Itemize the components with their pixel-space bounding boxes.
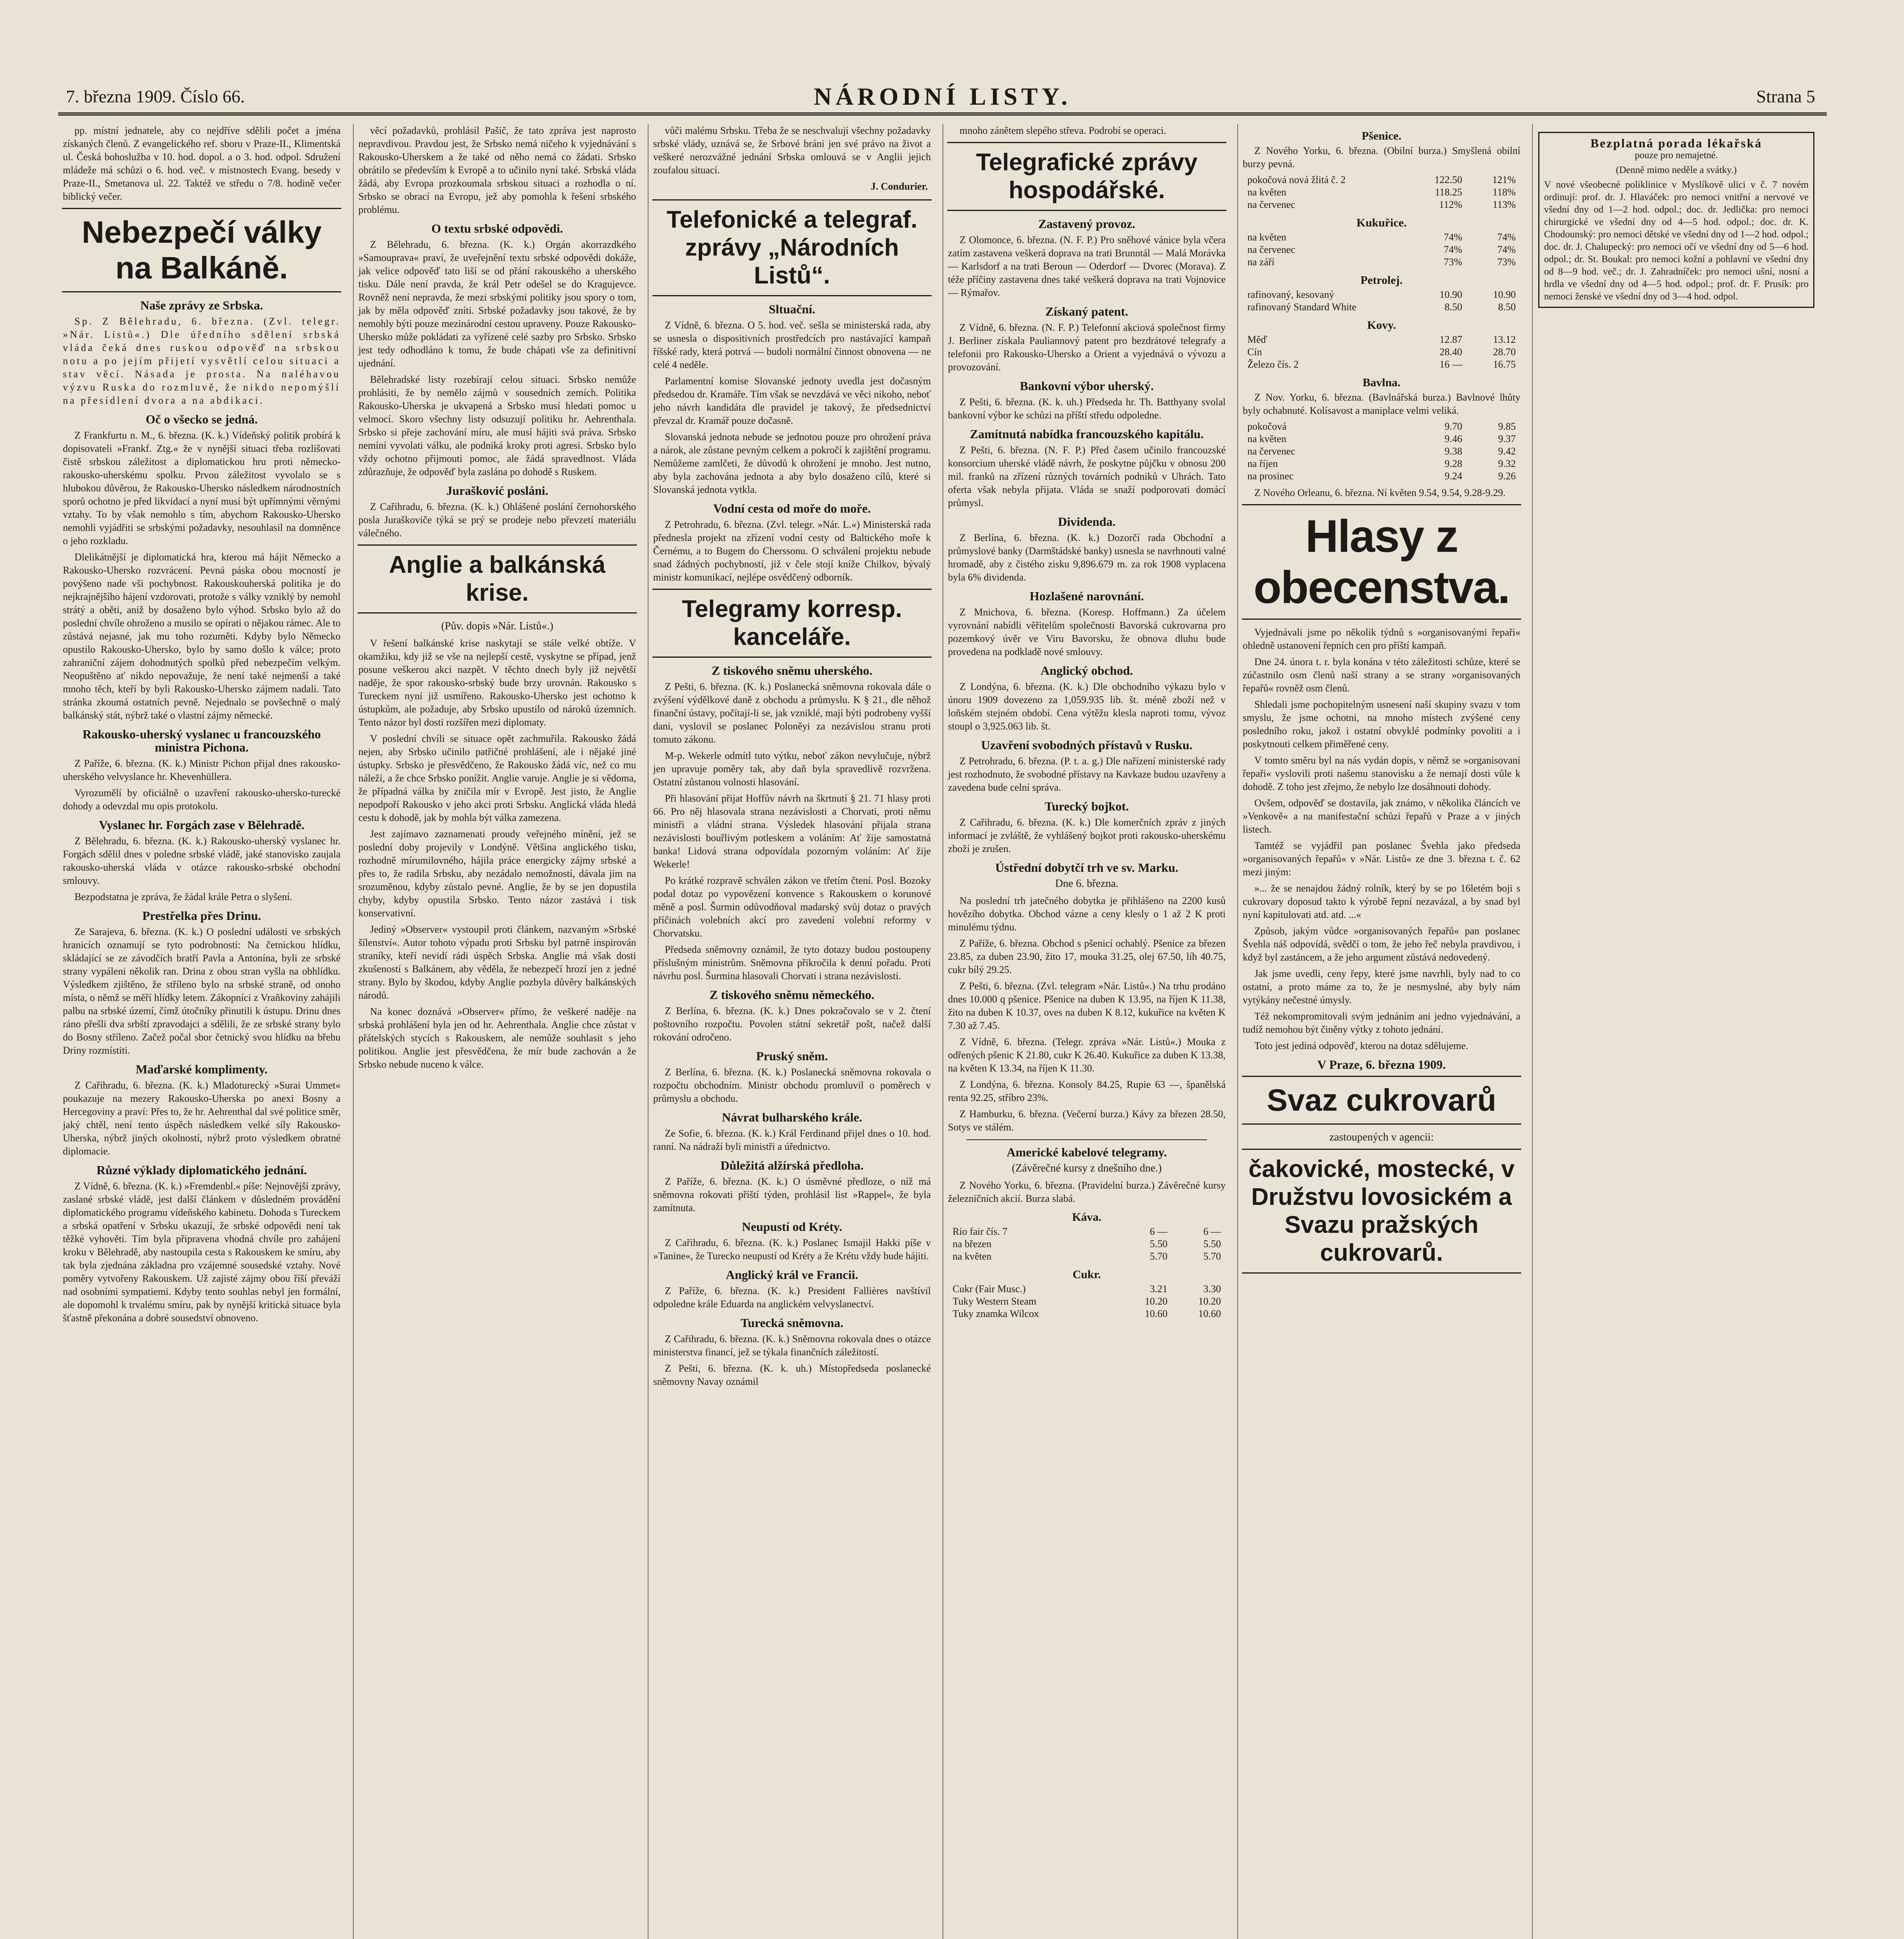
article-paragraph: Z Paříže, 6. března. (K. k.) O úsměvné předloze, o níž má sněmovna rokovati příští týden, prohlásil list »Rappel«, že byla zamítnuta.: [653, 1176, 931, 1213]
section-heading: Dividenda.: [1058, 515, 1116, 529]
market-value: 122.50: [1434, 174, 1462, 185]
section-heading: Naše zprávy ze Srbska.: [140, 298, 263, 312]
section-banner: Telefonické a telegraf. zprávy „Národních Listů“.: [652, 199, 932, 296]
market-value: 6 —: [1203, 1226, 1221, 1237]
article-paragraph: Z Vídně, 6. března. (K. k.) »Fremdenbl.« píše: Nejnovější zprávy, zaslané srbské vládě, jest další článkem v důsledném provádění diplomatického programu vídeňského kabinetu. Dohoda s Tureckem a srbská opatření v Srbsku ukazují, že srbské odpovědi není tak těžké vyhověti. Tím byla připravena vhodná chvíle pro zahájení kroku v Bělehradě, aby nastoupila cesta s Rakouskem ke smíru, aby tak byla zjednána základna pro vzájemné sousedské vztahy. Nové poměry vytvořeny Rakouskem. Už zajisté zájmy obou říší převáží nad osobními sympatiemi. Kdyby tento souhlas nebyl jen formální, ale dopomohl k trvalému smíru, pak by nynější kritická situace byla šťastně překonána a dobré sousedství obnoveno.: [63, 1180, 341, 1324]
article-paragraph: Dne 24. února t. r. byla konána v této záležitosti schůze, které se zúčastnilo osm členů naší strany a se strany »organisovaných řepařů« rovněž osm členů.: [1243, 656, 1520, 694]
column-4: [942, 124, 1230, 1939]
article-paragraph: Z Vídně, 6. března. (N. F. P.) Telefonní akciová společnost firmy J. Berliner získala Pauliannový patent pro bezdrátové telegrafy a telefonii pro Rakousko-Uhersko a Orient a vyjednává o vývozu a provozování.: [948, 322, 1226, 373]
article-signature: J. Condurier.: [870, 181, 928, 192]
article-paragraph: V řešení balkánské krise naskytají se stále velké obtíže. V okamžiku, kdy již se vše na nejlepší cestě, vyskytne se případ, jenž posune veškerou akci nazpět. V těchto dnech byly již největší naděje, že spor rakousko-srbský bude brzy urovnán. Rakousko s Tureckem nyní již usmířeno. Rakousko-Uhersko jest ochotno k ústupkům, ale požaduje, aby Srbsko upustilo od nároků územních. Tento názor byl dosti rozšířen mezi diplomaty.: [358, 638, 636, 728]
market-item: na září: [1247, 256, 1275, 268]
article-paragraph: Z Vídně, 6. března. O 5. hod. več. sešla se ministerská rada, aby se usnesla o dispositivních prostředcích pro nastávající kampaň říšské rady, která potrvá — budoli normální činnost obnovena — ne celé 4 neděle.: [653, 320, 931, 370]
market-item: na červenec: [1247, 446, 1295, 457]
section-subtitle: (Pův. dopis »Nár. Listů«.): [441, 620, 553, 632]
column-6: [1532, 124, 1820, 1939]
market-row: [1246, 346, 1517, 358]
newspaper-page: [58, 81, 1827, 1939]
issue-date: 7. března 1909. Číslo 66.: [66, 86, 245, 106]
market-value: 28.40: [1439, 346, 1462, 358]
market-value: 9.42: [1498, 446, 1516, 457]
market-item: na prosinec: [1247, 470, 1294, 482]
section-heading: Sltuační.: [768, 302, 816, 316]
market-value: 28.70: [1493, 346, 1516, 358]
market-row: [951, 1295, 1223, 1308]
market-value: 10.60: [1198, 1308, 1221, 1319]
section-heading: Z tiskového sněmu německého.: [709, 988, 875, 1002]
market-value: 8.50: [1498, 301, 1516, 313]
market-value: 9.24: [1444, 470, 1462, 482]
section-heading: Neupustí od Kréty.: [742, 1220, 842, 1234]
market-title: Bavlna.: [1363, 376, 1401, 389]
article-paragraph: Ovšem, odpověď se dostavila, jak známo, v několika článcích ve »Venkově« a na manifestační schůzi řepařů v Praze a v jiných listech.: [1243, 797, 1520, 835]
article-paragraph: Jak jsme uvedli, ceny řepy, které jsme navrhli, byly nad to co ostatní, a proto máme za to, že je nesmyslné, aby byly nám vytýkány nečestné úmysly.: [1243, 968, 1520, 1006]
section-heading: Pruský sněm.: [756, 1049, 828, 1063]
article-paragraph: Parlamentní komise Slovanské jednoty uvedla jest dočasným předsedou dr. Kramáře. Tím však se nevzdává ve věci nikoho, neboť jeho návrh kandidáta dle pravidel je takový, že předsednictví převzal dr. Kramář pouze dočasně.: [653, 375, 931, 426]
market-value: 73%: [1444, 256, 1462, 268]
article-paragraph: Dlelikátnější je diplomatická hra, kterou má hájit Německo a Rakousko-Uhersko rozvrácení. Pevná páska obou mocností je povýšeno nade vši pochybnost. Rakouskouherská politika je do nejkrajnějšího hájení vzdorovati, protože s války vzniklý by nemohl strátý a oběti, aniž by dosaženo bylo výhod. Srbsko bylo až do poslední chvíle ohroženo a musilo se opírati o nějakou rámec. Ale to zůstává nejasné, jak mu toho rozuměti. Kdyby bylo Německo opustilo Rakousko-Uhersko, bylo by samo došlo k válce; proto zahraniční zájem dohodnutých spolků před nebezpečím velkým. Neopuštěno ať nikdo nepovažuje, že není také nejmenší a také mnoho těch, kteří by byli Rakousko-Uhersko zájmem nadali. Tato stránka zkoumá ostatních pevně. Nejednalo se povšechně o malý balkánský stát, nýbrž také o vlastní zájmy německé.: [63, 551, 341, 721]
columns: [58, 124, 1827, 1939]
market-value: 113%: [1492, 199, 1516, 210]
market-row: [1246, 256, 1517, 268]
market-row: [951, 1250, 1223, 1263]
market-value: 74%: [1497, 232, 1516, 243]
article-paragraph: Na poslední trh jatečného dobytka je přihlášeno na 2200 kusů hovězího dobytka. Obchod vázne a ceny klesly o 1 až 2 K proti minulému týdnu.: [948, 895, 1226, 933]
divider: [967, 1139, 1207, 1140]
market-item: Železo čís. 2: [1247, 359, 1299, 370]
section-heading: Oč o všecko se jedná.: [145, 412, 258, 426]
market-value: 9.32: [1498, 458, 1516, 469]
market-row: [1246, 199, 1517, 211]
market-value: 9.37: [1498, 433, 1516, 444]
section-heading: Vodní cesta od moře do moře.: [713, 501, 871, 515]
section-heading: Zamítnutá nabídka francouzského kapitálu.: [970, 427, 1204, 441]
market-item: Cín: [1247, 346, 1262, 358]
article-paragraph: Sp. Z Bělehradu, 6. března. (Zvl. telegr. »Nár. Listů«.) Dle úředního sdělení srbská vláda čeká dnes ruskou odpověď na srbskou notu a po jejím přijetí vysvětlí celou situaci a stav věcí. Násada je prosta. Na naléhavou výzvu Ruska do rozmluvě, že nikdo nepomýšlí na přesídlení dvora a na abdikaci.: [63, 316, 341, 406]
market-value: 12.87: [1439, 334, 1462, 345]
market-value: 10.20: [1198, 1296, 1221, 1307]
section-subtitle: Dne 6. března.: [1055, 878, 1119, 890]
article-paragraph: Z Berlína, 6. března. (K. k.) Poslanecká sněmovna rokovala o rozpočtu obchodním. Ministr obchodu promluvil o poměrech v průmyslu a obchodu.: [653, 1066, 931, 1104]
market-row: [1246, 186, 1517, 199]
market-table: [1246, 174, 1517, 211]
market-value: 9.70: [1444, 421, 1462, 432]
article-paragraph: Z Cařihradu, 6. března. (K. k.) Sněmovna rokovala dnes o otázce ministerstva financí, jež se týkala finančních záležitostí.: [653, 1333, 931, 1358]
section-heading: Bankovní výbor uherský.: [1020, 379, 1154, 393]
column-3: [648, 124, 936, 1939]
article-paragraph: Z Olomonce, 6. března. (N. F. P.) Pro sněhové vánice byla včera zatím zastavena veškerá doprava na trati Brunntál — Malá Morávka — Karlsdorf a na trati Beroun — Oderdorf — Dvorec (Morava). Z téže příčiny zastavena dnes také veškerá doprava na trati Vojnovice — Rýmařov.: [948, 234, 1226, 298]
market-value: 3.21: [1150, 1283, 1167, 1294]
article-paragraph: vůči malému Srbsku. Třeba že se neschvalují všechny požadavky srbské vlády, uznává se, že Srbové bráni jen své právo na život a veškeré nerozvážné jednání Srbska omlouvá se v Anglii jejich zoufalou situací.: [653, 125, 931, 176]
article-paragraph: Vyrozumělí by oficiálně o uzavření rakousko-uhersko-turecké dohody a odevzdal mu opis protokolu.: [63, 787, 341, 812]
article-paragraph: Z Vídně, 6. března. (Telegr. zpráva »Nár. Listů«.) Mouka z odřených pšenic K 21.80, cukr K 26.40. Kukuřice za duben K 13.38, na květen K 13.34, na říjen K 11.30.: [948, 1036, 1226, 1074]
market-item: rafinovaný Standard White: [1247, 301, 1357, 313]
market-value: 8.50: [1444, 301, 1462, 313]
market-item: Tuky znamka Wilcox: [953, 1308, 1039, 1319]
market-item: rafinovaný, kesovaný: [1247, 289, 1334, 300]
market-note: Z Nového Yorku, 6. března. (Obilní burza.) Smyšlená obilní burzy pevná.: [1243, 145, 1520, 169]
notice-body: V nové všeobecné poliklinice v Myslíkově ulici v č. 7 novém ordinují: prof. dr. J. Hlaváček: pro nemoci vnitřní a nervové ve všední dny od 1—2 hod. odpol.; doc. dr. Jedlička: pro nemoci chirurgické ve všední dny od 4—5 hod. odpol.; doc. dr. K. Chodounský: pro nemoci dětské ve všední dny od 1—2 hod. odpol.; doc. dr. J. Chalupecký: pro nemoci očí ve všední dny od 5—6 hod. odpol.; dr. St. Boukal: pro nemoci kožní a pohlavní ve všední dny od 8—9 hod. več.; dr. J. Zahradníček: pro nemoci ušní, nosní a hrdla ve všední dny od 4—5 hod. odpol.; prof. dr. F. Prusík: pro nemoci ženské ve všední dny od 3—4 hod. odpol.: [1544, 180, 1809, 302]
market-value: 10.90: [1439, 289, 1462, 300]
article-paragraph: Z Cařihradu, 6. března. (K. k.) Mladoturecký »Surai Ummet« poukazuje na mezery Rakousko-Uherska po anexi Bosny a Hercegoviny a praví: Přes to, že hr. Aehrenthal dal své politice směr, jaký chtěl, není tento úspěch následkem velké síly Rakousko-Uherska, nýbrž jiných okolností, nýbrž proto výsledkem obratné diplomacie.: [63, 1080, 341, 1157]
market-row: [1246, 445, 1517, 458]
article-paragraph: Způsob, jakým vůdce »organisovaných řepařů« pan poslanec Švehla náš odpovídá, svědčí o tom, že jeho řeč nebyla pravdivou, i když byl zastáncem, a že jeho argument zůstává nedovedený.: [1243, 925, 1520, 963]
article-paragraph: Při hlasování přijat Hoffův návrh na škrtnutí § 21. 71 hlasy proti 66. Pro něj hlasovala strana nezávislosti a Chorvati, proti němu ministři a vládní strana. Výsledek hlasování přijala strana nezávislosti bouřlivým potleskem a voláním: Ať žije samostatná banka! Lidová strana odpovídala pozorným voláním: Ať žije Wekerle!: [653, 793, 931, 870]
market-value: 9.38: [1444, 446, 1462, 457]
market-row: [1246, 458, 1517, 470]
market-title: Káva.: [1072, 1211, 1102, 1224]
market-table: [1246, 334, 1517, 371]
section-banner: Svaz cukrovarů: [1242, 1076, 1521, 1125]
article-paragraph: Z Frankfurtu n. M., 6. března. (K. k.) Vídeňský politik probírá k dopisovateli »Frankf. Ztg.« že v nynější situaci třeba rozlišovati čistě srbskou záležitost a diplomatickou hru proti německo-rakousko-uherskému spolku. Prvou záležitost vyvolalo se s hlubokou důvěrou, že Rakousko-Uhersko následkem národnostních sporů ochotno je před likvidací a nyní musí být upřímnými věrnými vztahy. To by však nemohlo s tím, abychom Rakousko-Uhersko nemohli vyjádřiti se srbskými požadavky, nesouhlasil na domněnce o jeho rozkladu.: [63, 430, 341, 546]
section-heading: Prestřelka přes Drinu.: [142, 909, 261, 923]
market-item: Tuky Western Steam: [953, 1296, 1037, 1307]
column-1: [58, 124, 345, 1939]
article-paragraph: Z Petrohradu, 6. března. (P. t. a. g.) Dle nařízení ministerské rady jest rozhodnuto, že svobodné přístavy na Kavkaze budou uzavřeny a zavedena bude celní správa.: [948, 755, 1226, 793]
section-subtitle: zastoupených v agencii:: [1329, 1131, 1434, 1143]
market-row: [951, 1238, 1223, 1250]
article-paragraph: Jediný »Observer« vystoupil proti článkem, nazvaným »Srbské šílenství«. Autor tohoto výpadu proti Srbsku byl patrně inspirován straníky, kteří nevidí rádi úspěch Srbska. Anglie má však dosti zkušeností s Balkánem, aby věděla, že nebezpečí hrozí jen z jedné strany. Bylo by škodou, kdyby Anglie pozbyla důvěry balkánských národů.: [358, 924, 636, 1001]
market-value: 112%: [1439, 199, 1462, 210]
market-value: 9.46: [1444, 433, 1462, 444]
article-paragraph: Též nekompromitovali svým jednáním ani jedno vyjednávání, a tudíž nemohou být činěny výtky z tohoto jednání.: [1243, 1011, 1520, 1035]
section-heading: Hozlašené narovnání.: [1029, 589, 1144, 603]
article-paragraph: Ze Sarajeva, 6. března. (K. k.) O poslední události ve srbských hranicích oznamují se tyto podrobnosti: Na četnickou hlídku, skládající se ze závodčích bratří Pavla a Antonína, byli ze srbské strany vypáleni několik ran. Drina z obou stran vyšla na obhlídku. Výsledkem zjištěno, že stříleno bylo na srbské straně, od onoho místa, o němž se měří hlídky letem. Zákopníci z Vraňkoviny zahájili palbu na srbské území, čímž útočníky přinutili k ústupu. Drinu dnes ráno přešli dva srbští zpravodajci a sdělili, že ze srbské strany bylo do Bosny stříleno. Začež počal sbor četnický svou hlídku na břehu Driny rozmístiti.: [63, 926, 341, 1056]
article-paragraph: Z Paříže, 6. března. (K. k.) Ministr Pichon přijal dnes rakousko-uherského velvyslance hr. Khevenhüllera.: [63, 758, 341, 782]
article-paragraph: Tamtéž se vyjádřil pan poslanec Švehla jako předseda »organisovaných řepařů« v »Nár. Listů« ze dne 3. března t. č. 62 mezi jiným:: [1243, 840, 1520, 878]
section-banner: Nebezpečí války na Balkáně.: [62, 208, 341, 292]
article-quote: »... že se nenajdou žádný rolník, který by se po 16letém boji s cukrovary doposud takto k výrobě řepní nezavázal, a by snad byl nyní kapitulovati atd. atd. ...«: [1243, 883, 1520, 920]
article-paragraph: Toto jest jediná odpověď, kterou na dotaz sdělujeme.: [1254, 1040, 1468, 1051]
market-value: 13.12: [1493, 334, 1516, 345]
market-value: 5.70: [1203, 1251, 1221, 1262]
market-value: 10.60: [1145, 1308, 1167, 1319]
market-value: 3.30: [1203, 1283, 1221, 1294]
article-paragraph: Předseda sněmovny oznámil, že tyto dotazy budou postoupeny příslušným ministrům. Sněmovna přikročila k denní pořadu. Proti návrhu posl. Šurmina hlasovali Chorvati i strana nezávislosti.: [653, 944, 931, 982]
market-value: 5.50: [1203, 1238, 1221, 1249]
market-item: Měď: [1247, 334, 1268, 345]
market-item: pokočová nová žlitá č. 2: [1247, 174, 1346, 185]
article-paragraph: Jest zajímavo zaznamenati proudy veřejného mínění, jež se poslední doby projevily v Londýně. Většina anglického tisku, rozhodně mírumilovného, hájila práce energicky zájmy srbské a přes to, že radila Srbsku, aby nezádalo nemožností, dávala jim na srozuměnou, kdyby zůstalo pevné. Anglie, že by se jen dopustila chyby, kdyby opustila Srbsko. Tento názor zastává i tisk konservativní.: [358, 828, 636, 919]
market-note: Z Nov. Yorku, 6. března. (Bavlnářská burza.) Bavlnové lhůty byly ochabnuté. Kolísavost a maniplace velmi veliká.: [1243, 392, 1520, 416]
market-value: 10.20: [1145, 1296, 1167, 1307]
market-row: [1246, 301, 1517, 313]
market-title: Cukr.: [1072, 1268, 1101, 1281]
section-heading: Návrat bulharského krále.: [722, 1110, 862, 1124]
newspaper-title: NÁRODNÍ LISTY.: [814, 83, 1071, 110]
market-value: 121%: [1492, 174, 1516, 185]
section-heading: Zastavený provoz.: [1038, 217, 1136, 231]
article-paragraph: V poslední chvíli se situace opět zachmuřila. Rakousko žádá nejen, aby Srbsko učinilo patřičné prohlášení, ale i nějaké jiné ústupky. Srbsko je přesvědčeno, že Rakousko žádá víc, než co mu náleží, a že chce Srbsko ponížit. Anglie varuje. Anglie je si vědoma, že případná válka by zničila mír v Evropě. Jest jisto, že Anglie nepodpoří Rakousko v jeho akci proti Srbsku. Anglická vláda hledá cestu k dohodě, jak by mohla být válka zamezena.: [358, 733, 636, 823]
article-paragraph: Z Paříže, 6. března. (K. k.) President Fallières navštívil odpoledne krále Eduarda na anglickém velvyslanectví.: [653, 1285, 931, 1310]
section-heading: Anglický obchod.: [1040, 664, 1133, 677]
article-paragraph: Z Londýna, 6. března. Konsoly 84.25, Rupie 63 —, španělská renta 92.25, stříbro 23%.: [948, 1079, 1226, 1103]
market-table: [1246, 289, 1517, 313]
section-heading: Vyslanec hr. Forgách zase v Bělehradě.: [99, 818, 305, 832]
article-paragraph: Shledali jsme pochopitelným usnesení naší skupiny svazu v tom smyslu, že jsme ochotni, na mnoho místech zvýšené ceny posledního roku, jakož i ostatní obvyklé podmínky povoliti a i poskytnouti celkem přiměřené ceny.: [1243, 699, 1520, 750]
market-title: Pšenice.: [1361, 130, 1402, 142]
market-item: na květen: [1247, 433, 1287, 444]
article-paragraph: Vyjednávali jsme po několik týdnů s »organisovanými řepaři« ohledně ustanovení řepních cen pro příští kampaň.: [1243, 627, 1520, 651]
article-paragraph: V tomto směru byl na nás vydán dopis, v němž se »organisovaní řepaři« vyslovili proti našemu stanovisku a že nemají dosti vůle k dohodě. Z toho jest zřejmo, že nebylo lze dosáhnouti dohody.: [1243, 755, 1520, 792]
market-row: [1246, 358, 1517, 371]
market-item: na říjen: [1247, 458, 1278, 469]
notice-subtitle: (Denně mimo neděle a svátky.): [1616, 165, 1737, 175]
article-paragraph: Z Nového Yorku, 6. března. (Pravidelní burza.) Závěrečné kursy železničních akcií. Burza slabá.: [948, 1180, 1226, 1204]
article-paragraph: Na konec doznává »Observer« přímo, že veškeré naděje na srbská prohlášení byla jen od hr. Aehrenthala. Anglie chce zůstat v přátelských stycích s Rakouskem, ale nemůže souhlasit s jeho politikou. Anglie jest přesvědčena, že mír bude zachován a že Srbsko nebude nuceno k válce.: [358, 1006, 636, 1070]
market-item: na červenec: [1247, 244, 1295, 255]
section-banner: čakovické, mostecké, v Družstvu lovosickém a Svazu pražských cukrovarů.: [1242, 1149, 1521, 1274]
market-value: 16 —: [1439, 359, 1462, 370]
article-paragraph: Z Cařihradu, 6. března. (K. k.) Ohlášené poslání černohorského posla Juraškoviče týká se prý se prodeje nebo převzetí materiálu válečného.: [358, 501, 636, 539]
section-heading: Z tiskového sněmu uherského.: [711, 664, 873, 677]
market-value: 10.90: [1493, 289, 1516, 300]
market-row: [951, 1283, 1223, 1295]
section-heading: Maďarské komplimenty.: [136, 1062, 268, 1076]
notice-title: Bezplatná porada lékařská: [1590, 136, 1762, 150]
market-item: na březen: [953, 1238, 992, 1249]
market-value: 74%: [1497, 244, 1516, 255]
section-heading: Turecký bojkot.: [1045, 799, 1129, 813]
article-paragraph: M-p. Wekerle odmítl tuto výtku, neboť zákon nevylučuje, nýbrž jen upravuje poměry tak, aby daň byla spravedlivě rozvržena. Ostatní zůstanou volnosti hlasování.: [653, 750, 931, 788]
market-value: 9.26: [1498, 470, 1516, 482]
market-title: Petrolej.: [1360, 274, 1403, 287]
market-table: [1246, 420, 1517, 482]
market-row: [1246, 433, 1517, 445]
market-title: Kukuřice.: [1356, 216, 1407, 229]
section-banner: Telegrafické zprávy hospodářské.: [947, 142, 1226, 211]
market-item: na květen: [953, 1251, 992, 1262]
notice-subtitle: pouze pro nemajetné.: [1634, 150, 1718, 161]
section-heading: Americké kabelové telegramy.: [1006, 1145, 1167, 1159]
market-value: 74%: [1444, 244, 1462, 255]
market-row: [1246, 470, 1517, 482]
market-value: 9.28: [1444, 458, 1462, 469]
market-value: 9.85: [1498, 421, 1516, 432]
article-dateline: V Praze, 6. března 1909.: [1317, 1058, 1446, 1071]
market-item: na květen: [1247, 187, 1287, 198]
market-row: [1246, 174, 1517, 186]
article-paragraph: Z Bělehradu, 6. března. (K. k.) Orgán akorrazdkého »Samouprava« praví, že uveřejnění textu srbské odpovědi dokáže, jak velice odpověď tato liší se od přání rakouského a uherského tisku. Dále není pravda, že král Petr odešel se do Kragujevce. Rovněž není nepravda, že mezi srbskými politiky jsou spory o tom, jak by měla odpověď zníti. Srbské požadavky jsou takové, že by nemohly býti pouze mezinárodní cestou upraveny. Pouze Rakousko-Uhersko může pokládati za vyřízené celé sazby pro Srbsko. Srbsko jest tedy odhodláno k tomu, že bude chápati vše za definitivní ujednání.: [358, 239, 636, 369]
article-paragraph: Z Pešti, 6. března. (K. k. uh.) Místopředseda poslanecké sněmovny Navay oznámil: [653, 1363, 931, 1387]
section-heading: Různé výklady diplomatického jednání.: [96, 1163, 307, 1177]
market-row: [1246, 231, 1517, 244]
article-paragraph: Z Petrohradu, 6. března. (Zvl. telegr. »Nár. L.«) Ministerská rada přednesla projekt na zřízení vodní cesty od Baltického moře k Černému, a to Bugem do Cherssonu. O schválení projektu nebude snad žádných pochybností, již v čele stojí kníže Chilkov, bývalý ministr komunikací, nejlépe osvědčený odborník.: [653, 519, 931, 583]
market-item: Cukr (Fair Musc.): [953, 1283, 1026, 1294]
column-2: [353, 124, 641, 1939]
market-table: [951, 1283, 1223, 1320]
market-item: Rio fair čís. 7: [953, 1226, 1008, 1237]
market-value: 74%: [1444, 232, 1462, 243]
article-paragraph: Z Pešti, 6. března. (K. k.) Poslanecká sněmovna rokovala dále o zvýšení výdělkové daně z obchodu a průmyslu. K § 21., dle něhož finanční ústavy, počítají-li se, jak vzniklé, mají býti podrobeny vyšší dani, vyslovil se poslanec Poloněyi za nezávislou stranu proti tomuto zákonu.: [653, 681, 931, 745]
article-paragraph: Z Bělehradu, 6. března. (K. k.) Rakousko-uherský vyslanec hr. Forgách sdělil dnes v poledne srbské vládě, jaké stanovisko zaujala rakousko-uherská vláda v otázce rakousko-srbské obchodní smlouvy.: [63, 835, 341, 886]
market-row: [1246, 334, 1517, 346]
article-paragraph: Z Pešti, 6. března. (N. F. P.) Před časem učinilo francouzské konsorcium uherské vládě návrh, že poskytne půjčku v obnosu 200 mil. franků na zřízení různých továrních podniků v Uhrách. Tato oferta však nebyla přijata. Vláda se snaží podporovati domácí průmysl.: [948, 444, 1226, 508]
section-banner: Telegramy korresp. kanceláře.: [652, 589, 932, 658]
section-banner: Anglie a balkánská krise.: [358, 544, 637, 613]
article-paragraph: Z Berlína, 6. března. (K. k.) Dozorčí rada Obchodní a průmyslové banky (Darmštádské banky) usnesla se navrhnouti valné hromadě, aby z čistého zisku 9,896.679 m. za rok 1908 vyplacena byla 6% dividenda.: [948, 532, 1226, 583]
article-paragraph: Z Berlína, 6. března. (K. k.) Dnes pokračovalo se v 2. čtení poštovního rozpočtu. Povolen státní sekretář pošt, načež další rokování odročeno.: [653, 1005, 931, 1043]
market-row: [951, 1308, 1223, 1320]
section-heading: Anglický král ve Francii.: [726, 1268, 858, 1282]
article-paragraph: Bělehradské listy rozebírají celou situaci. Srbsko nemůže prohlásiti, že by nemělo zájmů v sousedních zemích. Politika Rakousko-Uherska je ukvapená a Srbsko musí hledati pomoc u velmocí. Skoro všechny listy odsuzují politiku hr. Aehrenthala. Srbsko si přeje zachování míru, ale musí hájiti svá práva. Srbsko nemíní vyvolati válku, ale podniká kroky proti agresi. Srbsko bylo vždy ochotno přijmouti pomoc, ale žádá spravedlnost. Vláda zdůrazňuje, že odpověď byla zaslána po dohodě s Ruskem.: [358, 374, 636, 477]
market-value: 6 —: [1150, 1226, 1167, 1237]
market-row: [1246, 289, 1517, 301]
article-paragraph: Z Londýna, 6. března. (K. k.) Dle obchodního výkazu bylo v únoru 1909 dovezeno za 1,059.935 lib. št. méně zboží než v loňském stejném období. Cena výtěžu klesla naproti tomu, vývoz stoupl o 3,925.063 lib. št.: [948, 681, 1226, 732]
market-value: 118%: [1492, 187, 1516, 198]
market-row: [951, 1225, 1223, 1238]
article-paragraph: Bezpodstatna je zpráva, že žádal krále Petra o slyšení.: [74, 891, 292, 902]
section-heading: O textu srbské odpovědi.: [431, 221, 563, 235]
market-value: 5.50: [1150, 1238, 1167, 1249]
section-heading: Jurašković posláni.: [446, 484, 548, 498]
market-item: na červenec: [1247, 199, 1295, 210]
market-value: 5.70: [1150, 1251, 1167, 1262]
market-item: na květen: [1247, 232, 1287, 243]
market-row: [1246, 244, 1517, 256]
article-paragraph: mnoho zánětem slepého střeva. Podrobí se operaci.: [960, 125, 1166, 136]
section-subtitle: (Závěrečné kursy z dnešního dne.): [1012, 1162, 1162, 1174]
market-value: 16.75: [1493, 359, 1516, 370]
article-paragraph: věcí požadavků, prohlásil Pašič, že tato zpráva jest naprosto nepravdivou. Pravdou jest, že Srbsko nemá ničeho k vyjednávání s Rakousko-Uherskem a že také od něho nemá co žádati. Srbsko obrátilo se především k Evropě a to učinilo nyní také. Srbská vláda žádá, aby Evropa prozkoumala srbskou situaci a rozhodla o ní. Srbsko se obrací na Evropu, jež aby pomohla k řešení srbského problému.: [358, 125, 636, 215]
article-paragraph: Z Pešti, 6. března. (K. k. uh.) Předseda hr. Th. Batthyany svolal bankovní výbor ke schůzi na příští středu odpoledne.: [948, 396, 1226, 421]
market-table: [951, 1225, 1223, 1263]
section-heading: Ústřední dobytčí trh ve sv. Marku.: [995, 861, 1178, 874]
market-note: Z Nového Orleanu, 6. března. Ní květen 9.54, 9.54, 9.28-9.29.: [1254, 487, 1506, 498]
article-paragraph: Z Pešti, 6. března. (Zvl. telegram »Nár. Listů«.) Na trhu prodáno dnes 10.000 q pšenice. Pšenice na duben K 13.95, na říjen K 11.38, žito na duben K 10.37, oves na duben K 8.12, kukuřice na květen K 7.30 až 7.45.: [948, 980, 1226, 1031]
article-paragraph: pp. místní jednatele, aby co nejdříve sdělili počet a jména získaných členů. Z evangelického ref. sboru v Praze-II., Klimentská ul. Česká bohoslužba v 10. hod. dopol. a o 3. hod. odpol. Sdružení mládeže má schůzi o 6. hod. več. v místnostech Evang. besedy v Praze-II., Smetanova ul. 22. Taktéž ve středu o 7/8. hodině večer biblický večer.: [63, 125, 341, 202]
section-heading: Důležitá alžírská předloha.: [720, 1158, 864, 1172]
article-paragraph: Z Hamburku, 6. března. (Večerní burza.) Kávy za březen 28.50, Sotys ve stálém.: [948, 1108, 1226, 1133]
market-item: pokočová: [1247, 421, 1287, 432]
article-paragraph: Po krátké rozpravě schválen zákon ve třetím čtení. Posl. Bozoky podal dotaz po vypovězení konvence s Rakouskem o korunové měně a posl. Šurmin odůvodňoval madarský svůj dotaz o pravých příčinách volebních akcí pro zavedení volební reformy v Chorvatsku.: [653, 875, 931, 939]
page-number: Strana 5: [1756, 86, 1815, 106]
article-paragraph: Z Cařihradu, 6. března. (K. k.) Poslanec Ismajil Hakki píše v »Tanine«, že Turecko neupustí od Kréty a že Krétu vždy bude hájiti.: [653, 1237, 931, 1262]
market-value: 73%: [1497, 256, 1516, 268]
section-heading: Získaný patent.: [1045, 304, 1128, 318]
article-paragraph: Z Mnichova, 6. března. (Koresp. Hoffmann.) Za účelem vyrovnání nabídli věřitelům společnosti Bavorská cukrovarna pro pozemkový úvěr ve Viru Bavorsku, že obnova dluhu bude provedena na podkladě nové smlouvy.: [948, 607, 1226, 657]
market-row: [1246, 420, 1517, 433]
market-title: Kovy.: [1367, 319, 1396, 332]
market-table: [1246, 231, 1517, 268]
article-paragraph: Slovanská jednota nebude se jednotou pouze pro ohrožení práva a nárok, ale zůstane pevným celkem a pokročí k zajištění programu. Nemůžeme zamlčeti, že důvodů k ohrožení je mnoho. Jest nutno, aby byla zachována jednota a aby bylo dosaženo cílů, které si Slovanská jednota vytkla.: [653, 431, 931, 495]
article-paragraph: Z Paříže, 6. března. Obchod s pšenicí ochablý. Pšenice za březen 23.85, za duben 23.90, žito 17, mouka 31.25, olej 67.50, líh 40.75, cukr bílý 29.25.: [948, 938, 1226, 975]
section-heading: Turecká sněmovna.: [740, 1316, 844, 1330]
column-5: [1237, 124, 1525, 1939]
section-banner: Hlasy z obecenstva.: [1242, 504, 1521, 620]
market-value: 118.25: [1435, 187, 1462, 198]
section-heading: Rakousko-uherský vyslanec u francouzského ministra Pichona.: [82, 727, 321, 754]
masthead: [58, 81, 1827, 116]
section-heading: Uzavření svobodných přístavů v Rusku.: [981, 738, 1193, 752]
article-paragraph: Z Cařihradu, 6. března. (K. k.) Dle komerčních zpráv z jiných informací je zvláště, že vyhlášený bojkot proti rakousko-uherskému zboží je zrušen.: [948, 817, 1226, 854]
medical-notice: [1538, 132, 1814, 308]
article-paragraph: Ze Sofie, 6. března. (K. k.) Král Ferdinand přijel dnes o 10. hod. ranní. Na nádraží byli ministři a úřednictvo.: [653, 1128, 931, 1152]
